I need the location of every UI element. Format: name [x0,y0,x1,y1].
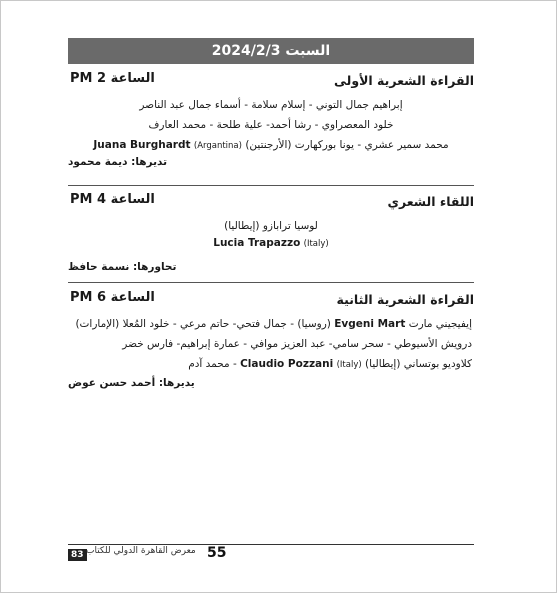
participants-line [68,236,474,251]
section-title: اللقاء الشعري [387,194,474,209]
participant-latin: Evgeni Mart [334,318,406,330]
section-second-reading [68,290,474,389]
section-time: الساعة 4 PM [70,192,155,207]
participant-latin: Lucia Trapazzo [213,237,301,249]
moderator: تحاورها: نسمة حافظ [68,261,177,273]
participant-names: - محمد آدم [188,358,237,370]
participants-line [68,135,474,156]
participant-names: (روسيا) - جمال فتحي- حاتم مرعي - خلود المُعلا (الإمارات) [75,318,331,330]
country-latin: (Italy) [303,239,329,249]
section-poetry-meeting [68,192,474,273]
participants-line [68,314,474,334]
page-number: 83 [68,549,87,561]
participant-latin: Claudio Pozzani [240,358,334,370]
participant-latin: Juana Burghardt [93,139,191,151]
participants-line: خلود المعصراوي - رشا أحمد- علية طلحة - محمد العارف [148,119,394,131]
date-header: السبت 2024/2/3 [68,38,474,64]
section-divider [68,185,474,186]
participants-line: درويش الأسيوطي - سحر سامي- عبد العزيز موافي - عمارة إبراهيم- فارس خضر [122,338,472,350]
section-time: الساعة 6 PM [70,290,155,305]
section-title: القراءة الشعرية الثانية [336,292,474,307]
moderator: يديرها: أحمد حسن عوض [68,377,195,389]
edition-logo: 55 [207,545,227,561]
participant-names: محمد سمير عشري - يونا بوركهارت (الأرجنتين) [245,139,449,151]
section-title: القراءة الشعرية الأولى [333,73,474,88]
section-time: الساعة 2 PM [70,71,155,86]
participant-name: إيفيجيني مارت [408,318,472,330]
participants-line: إبراهيم جمال التوني - إسلام سلامة - أسماء جمال عبد الناصر [139,99,403,111]
footer-rule [68,544,474,545]
country-latin: (Italy) [336,360,362,370]
section-divider [68,282,474,283]
participant-name: كلاوديو بوتساني (إيطاليا) [365,358,472,370]
section-first-reading [68,71,474,168]
participants-line: لوسيا ترابازو (إيطاليا) [224,220,318,232]
country-latin: (Argantina) [193,141,242,151]
event-name: معرض القاهرة الدولي للكتاب [86,546,196,556]
participants-line [68,354,474,375]
moderator: تديرها: ديمة محمود [68,156,168,168]
